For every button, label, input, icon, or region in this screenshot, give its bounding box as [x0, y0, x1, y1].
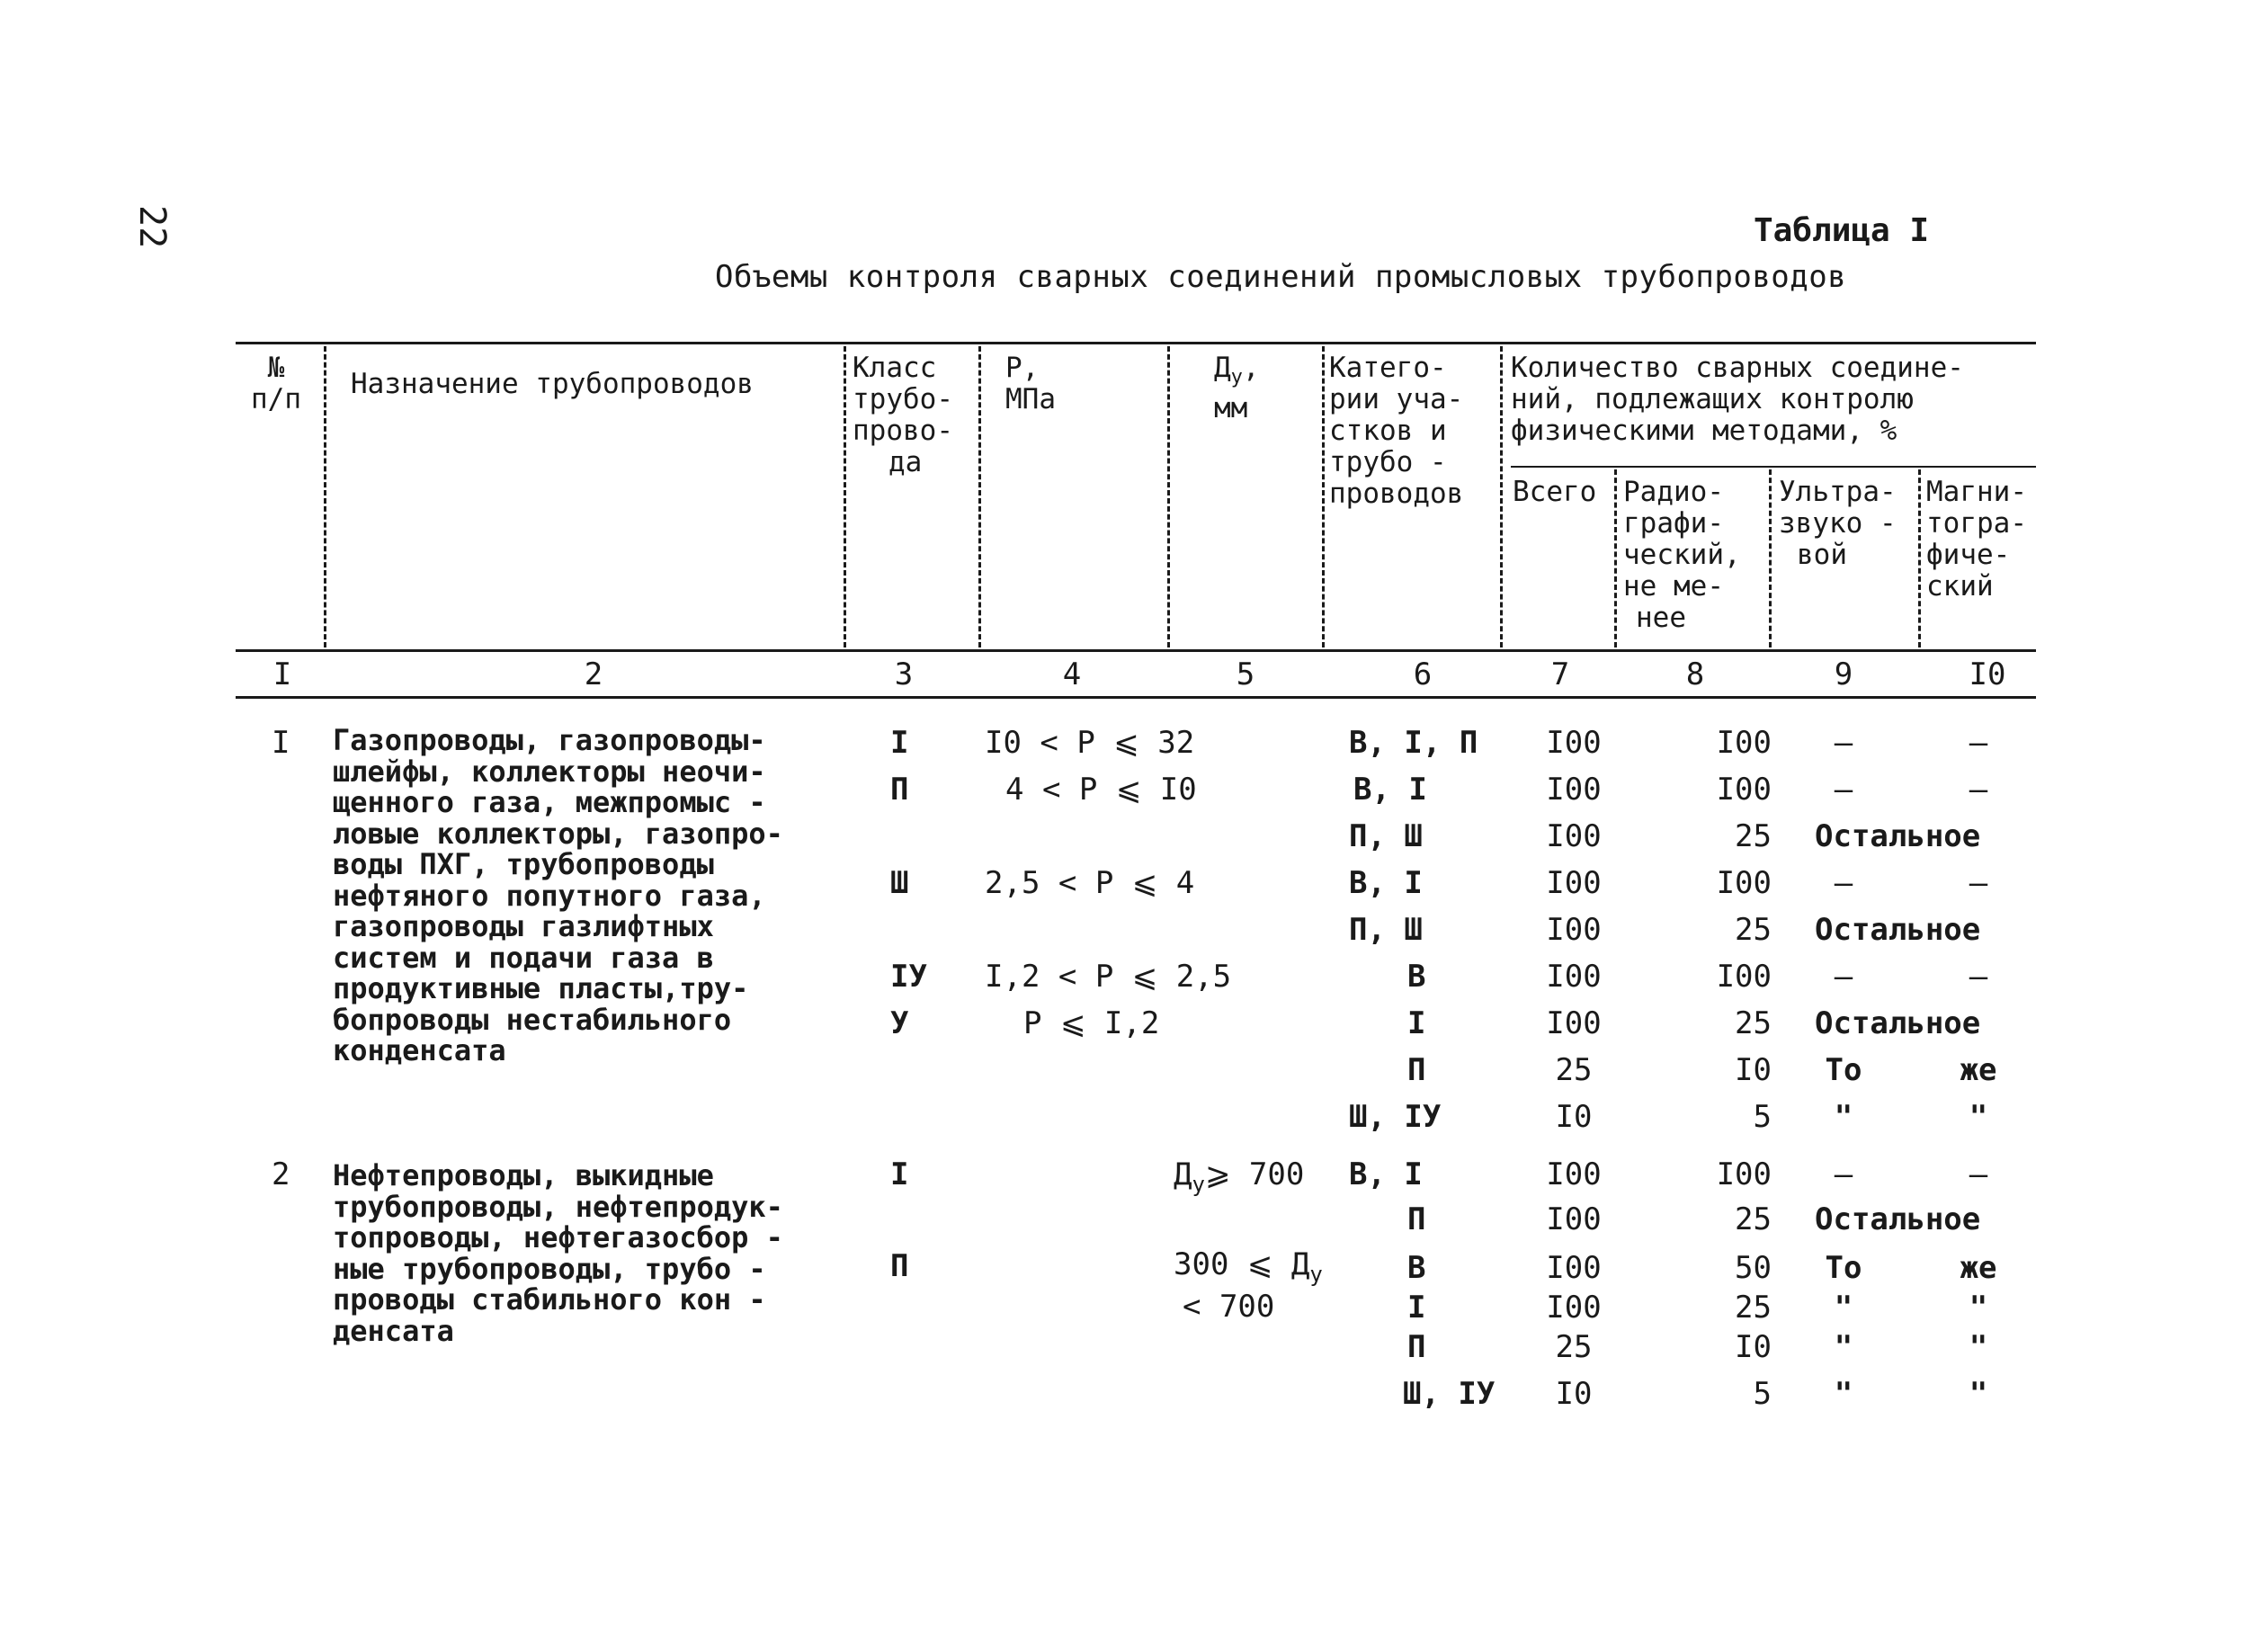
radiographic: I00 — [1716, 725, 1772, 761]
remaining-note: Остальное — [1815, 1005, 1981, 1041]
table-title: Объемы контроля сварных соединений промысловых трубопроводов — [715, 259, 1847, 295]
page-number: 22 — [131, 205, 173, 249]
ultrasonic: " — [1834, 1290, 1853, 1326]
magnetographic: – — [1969, 1156, 1988, 1192]
total: I00 — [1546, 865, 1602, 901]
total: I00 — [1546, 818, 1602, 854]
total: I0 — [1555, 1376, 1593, 1412]
ultrasonic: – — [1834, 725, 1853, 761]
header-number: № п/п — [251, 352, 301, 415]
header-weld-quantity-group: Количество сварных соедине- ний, подлежащих контролю физическими методами, % — [1511, 352, 1964, 447]
total: I0 — [1555, 1099, 1593, 1135]
ultrasonic: – — [1834, 1156, 1853, 1192]
pipeline-class: П — [890, 1248, 909, 1284]
radiographic: 25 — [1735, 1201, 1772, 1237]
magnetographic: – — [1969, 725, 1988, 761]
radiographic: 25 — [1735, 818, 1772, 854]
table-label: Таблица I — [1754, 212, 1930, 249]
radiographic: 50 — [1735, 1250, 1772, 1286]
col-divider-7 — [1614, 469, 1617, 647]
magnetographic: " — [1969, 1376, 1988, 1412]
col-divider-3 — [978, 346, 981, 647]
total: 25 — [1555, 1329, 1593, 1365]
pipeline-class: Ш — [890, 865, 909, 901]
pressure-range: 2,5 < P ⩽ 4 — [985, 865, 1195, 901]
pressure-range: 4 < P ⩽ I0 — [1005, 772, 1197, 808]
col-divider-6 — [1500, 346, 1503, 647]
pressure-range: I,2 < P ⩽ 2,5 — [985, 959, 1232, 995]
category: Ш, IУ — [1403, 1376, 1496, 1412]
total: I00 — [1546, 725, 1602, 761]
col-divider-9 — [1918, 469, 1921, 647]
pipeline-class: У — [890, 1005, 909, 1041]
remaining-note: Остальное — [1815, 1201, 1981, 1237]
category: П — [1407, 1052, 1426, 1088]
column-number: 9 — [1834, 656, 1853, 692]
column-number: 8 — [1685, 656, 1705, 692]
magnetographic: " — [1969, 1329, 1988, 1365]
header-radiographic: Радио- графи- ческий, не ме- нее — [1623, 476, 1741, 634]
radiographic: 5 — [1753, 1099, 1772, 1135]
column-number-rule — [236, 696, 2036, 699]
header-magnetographic: Магни- тогра- фиче- ский — [1926, 476, 2027, 603]
category: П — [1407, 1201, 1426, 1237]
ultrasonic: " — [1834, 1376, 1853, 1412]
col-divider-8 — [1769, 469, 1772, 647]
remaining-note: Остальное — [1815, 912, 1981, 948]
total: 25 — [1555, 1052, 1593, 1088]
total: I00 — [1546, 912, 1602, 948]
header-pipeline-class: Класс трубо- прово- да — [853, 352, 953, 478]
category: В — [1407, 1250, 1426, 1286]
column-number: 5 — [1236, 656, 1255, 692]
diameter-range: 300 ⩽ $Д_у$ < 700 — [1174, 1246, 1323, 1325]
ultrasonic: То — [1825, 1052, 1862, 1088]
pipeline-purpose: Газопроводы, газопроводы- шлейфы, коллекторы неочи- щенного газа, межпромыс - ловые коллекторы, газопро- воды ПХГ, трубопроводы нефтяного попутного газа, газопроводы газлифтных систем и подачи газа в продуктивные пласты,тру- бопроводы нестабильного конденсата — [333, 723, 783, 1067]
total: I00 — [1546, 1156, 1602, 1192]
header-bottom-rule — [236, 649, 2036, 652]
category: В — [1407, 959, 1426, 995]
ultrasonic: " — [1834, 1329, 1853, 1365]
total: I00 — [1546, 1250, 1602, 1286]
category: I — [1407, 1290, 1426, 1326]
column-number: 6 — [1413, 656, 1433, 692]
radiographic: I00 — [1716, 772, 1772, 808]
category: П — [1407, 1329, 1426, 1365]
row-number: I — [272, 725, 290, 761]
col-divider-1 — [324, 346, 326, 647]
radiographic: 25 — [1735, 912, 1772, 948]
radiographic: 5 — [1753, 1376, 1772, 1412]
pipeline-class: I — [890, 725, 909, 761]
category: I — [1407, 1005, 1426, 1041]
total: I00 — [1546, 772, 1602, 808]
total: I00 — [1546, 1005, 1602, 1041]
pipeline-class: П — [890, 772, 909, 808]
column-number: 3 — [894, 656, 914, 692]
header-purpose: Назначение трубопроводов — [351, 368, 754, 400]
header-diameter: $Д_у$, мм — [1214, 352, 1260, 425]
radiographic: I00 — [1716, 1156, 1772, 1192]
group-subheader-rule — [1511, 466, 2036, 468]
column-number: I0 — [1969, 656, 2006, 692]
category: В, I, П — [1349, 725, 1478, 761]
category: В, I — [1349, 1156, 1423, 1192]
diameter-range: $Д_у⩾$ 700 — [1174, 1156, 1305, 1197]
category: П, Ш — [1349, 912, 1423, 948]
header-total: Всего — [1513, 476, 1597, 508]
pipeline-purpose: Нефтепроводы, выкидные трубопроводы, нефтепродук- топроводы, нефтегазосбор - ные трубопроводы, трубо - проводы стабильного кон - денсата — [333, 1158, 783, 1348]
radiographic: I0 — [1735, 1329, 1772, 1365]
remaining-note: Остальное — [1815, 818, 1981, 854]
total: I00 — [1546, 1290, 1602, 1326]
magnetographic: – — [1969, 772, 1988, 808]
column-number: 7 — [1550, 656, 1570, 692]
category: В, I — [1349, 865, 1423, 901]
category: В, I — [1353, 772, 1427, 808]
magnetographic: же — [1960, 1052, 1997, 1088]
category: Ш, IУ — [1349, 1099, 1442, 1135]
row-number: 2 — [272, 1156, 290, 1192]
column-number: 2 — [584, 656, 603, 692]
ultrasonic: То — [1825, 1250, 1862, 1286]
ultrasonic: – — [1834, 959, 1853, 995]
magnetographic: " — [1969, 1099, 1988, 1135]
top-rule — [236, 342, 2036, 344]
ultrasonic: " — [1834, 1099, 1853, 1135]
total: I00 — [1546, 959, 1602, 995]
pipeline-class: IУ — [890, 959, 927, 995]
radiographic: 25 — [1735, 1005, 1772, 1041]
radiographic: I00 — [1716, 959, 1772, 995]
pressure-range: P ⩽ I,2 — [1023, 1005, 1160, 1041]
col-divider-4 — [1167, 346, 1170, 647]
col-divider-2 — [844, 346, 846, 647]
header-pressure: Р, МПа — [1005, 352, 1056, 415]
col-divider-5 — [1322, 346, 1325, 647]
magnetographic: же — [1960, 1250, 1997, 1286]
magnetographic: – — [1969, 865, 1988, 901]
ultrasonic: – — [1834, 865, 1853, 901]
pressure-range: I0 < P ⩽ 32 — [985, 725, 1195, 761]
radiographic: 25 — [1735, 1290, 1772, 1326]
column-number: 4 — [1062, 656, 1082, 692]
total: I00 — [1546, 1201, 1602, 1237]
radiographic: I00 — [1716, 865, 1772, 901]
column-number: I — [272, 656, 292, 692]
header-ultrasonic: Ультра- звуко - вой — [1779, 476, 1897, 571]
category: П, Ш — [1349, 818, 1423, 854]
magnetographic: – — [1969, 959, 1988, 995]
ultrasonic: – — [1834, 772, 1853, 808]
radiographic: I0 — [1735, 1052, 1772, 1088]
magnetographic: " — [1969, 1290, 1988, 1326]
pipeline-class: I — [890, 1156, 909, 1192]
header-category: Катего- рии уча- стков и трубо - проводов — [1329, 352, 1464, 510]
